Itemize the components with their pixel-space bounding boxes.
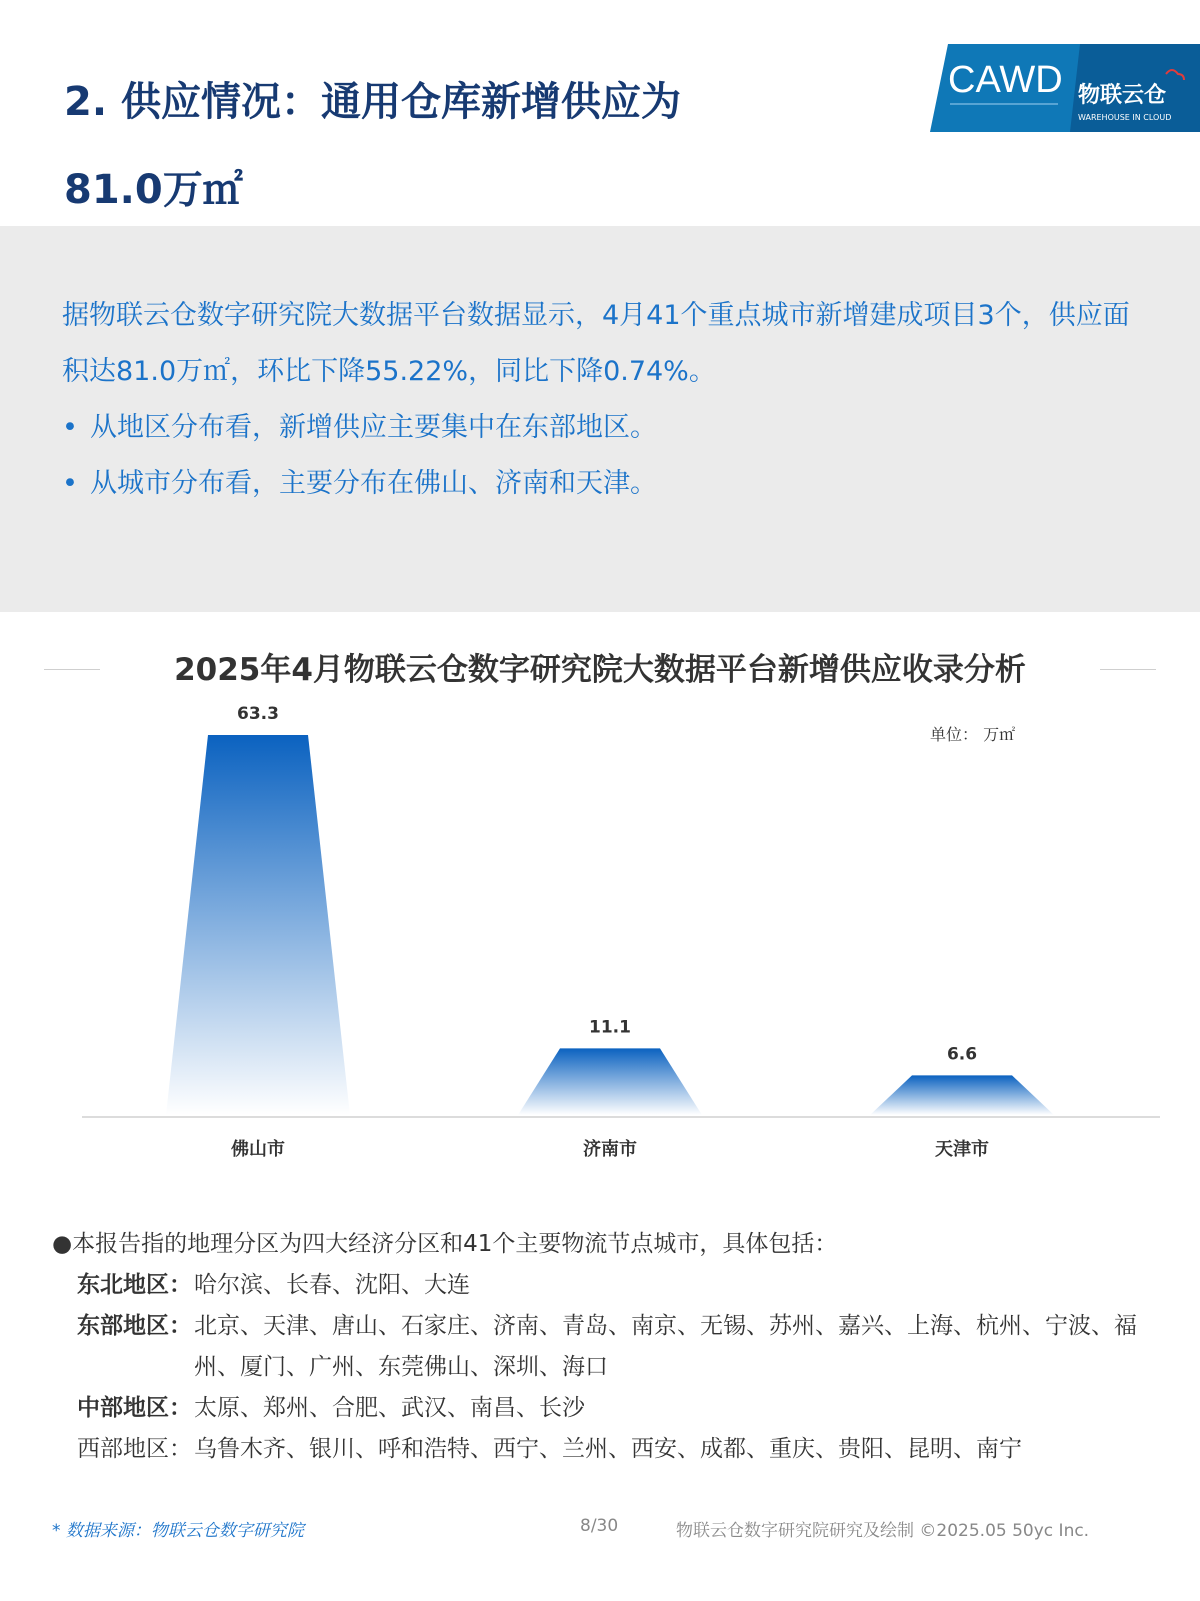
summary-text [62, 288, 1152, 512]
summary-bullet [62, 400, 1152, 456]
summary-bullet [62, 456, 1152, 512]
bar-济南市 [518, 1048, 702, 1115]
data-label: 11.1 [589, 1017, 631, 1038]
chart-unit-label: 单位： 万㎡ [930, 725, 1016, 744]
region-cities: 北京、天津、唐山、石家庄、济南、青岛、南京、无锡、苏州、嘉兴、上海、杭州、宁波、福州、厦门、广州、东莞佛山、深圳、海口 [194, 1313, 1137, 1380]
region-row [52, 1429, 1172, 1470]
logo-cawd-text: CAWD [948, 59, 1063, 101]
data-source: * 数据来源：物联云仓数字研究院 [52, 1521, 304, 1541]
region-label: 东北地区： [77, 1272, 192, 1298]
page-number: 8/30 [580, 1516, 619, 1536]
page-title-line-1: 2. 供应情况：通用仓库新增供应为 [64, 79, 681, 125]
cawd-logo [930, 44, 1200, 132]
summary-paragraph: 据物联云仓数字研究院大数据平台数据显示，4月41个重点城市新增建成项目3个，供应面积达81.0万㎡，环比下降55.22%，同比下降0.74%。 [62, 300, 1130, 387]
region-row [52, 1306, 1172, 1388]
bullet-dot-icon: • [62, 412, 78, 443]
page-title-line-2: 81.0万㎡ [64, 167, 243, 213]
category-label: 佛山市 [231, 1139, 285, 1160]
region-cities: 哈尔滨、长春、沈阳、大连 [194, 1272, 470, 1298]
summary-bullet-text: 从地区分布看，新增供应主要集中在东部地区。 [90, 412, 657, 443]
region-cities: 太原、郑州、合肥、武汉、南昌、长沙 [194, 1395, 585, 1421]
chart-title: 2025年4月物联云仓数字研究院大数据平台新增供应收录分析 [174, 652, 1026, 688]
category-label: 济南市 [583, 1139, 637, 1160]
bar-佛山市 [166, 735, 350, 1115]
copyright-credit: 物联云仓数字研究院研究及绘制 ©2025.05 50yc Inc. [676, 1521, 1090, 1541]
bar-chart [0, 640, 1200, 1180]
bullet-dot-icon: • [62, 468, 78, 499]
data-label: 6.6 [946, 1044, 978, 1065]
chart-section [0, 640, 1200, 1180]
region-footnote [52, 1224, 1172, 1470]
region-row [52, 1388, 1172, 1429]
summary-panel [0, 226, 1200, 612]
category-label: 天津市 [935, 1139, 989, 1160]
logo-tagline-text: WAREHOUSE IN CLOUD [1078, 113, 1172, 122]
region-cities: 乌鲁木齐、银川、呼和浩特、西宁、兰州、西安、成都、重庆、贵阳、昆明、南宁 [194, 1436, 1022, 1462]
page-title [64, 58, 884, 234]
region-label: 东部地区： [77, 1313, 192, 1339]
summary-bullet-text: 从城市分布看，主要分布在佛山、济南和天津。 [90, 468, 657, 499]
bar-天津市 [870, 1075, 1054, 1115]
region-label: 西部地区： [77, 1436, 192, 1462]
logo-brand-text: 物联云仓 [1078, 83, 1167, 108]
data-label: 63.3 [237, 704, 279, 724]
region-row [52, 1265, 1172, 1306]
region-label: 中部地区： [77, 1395, 192, 1421]
footnote-intro: ●本报告指的地理分区为四大经济分区和41个主要物流节点城市，具体包括： [52, 1231, 838, 1257]
